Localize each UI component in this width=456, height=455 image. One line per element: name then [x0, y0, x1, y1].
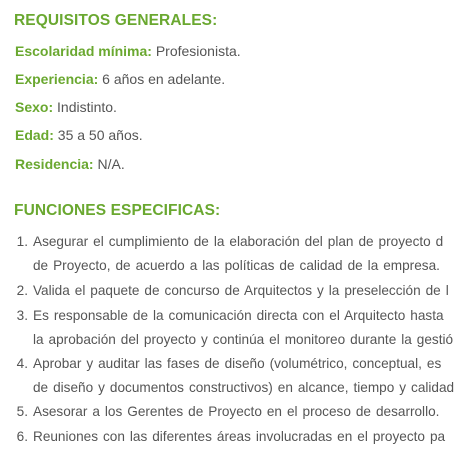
function-item — [8, 304, 456, 352]
function-number: 4. — [16, 356, 28, 371]
function-line: Reuniones con las diferentes áreas involucradas en el proyecto pa — [33, 429, 446, 444]
requirement-education — [15, 42, 241, 60]
function-line: Valida el paquete de concurso de Arquitectos y la preselección de l — [33, 283, 449, 298]
function-line: la aprobación del proyecto y continúa el monitoreo durante la gestió — [33, 332, 454, 347]
requirement-label: Residencia: — [15, 156, 94, 172]
requirement-value: N/A. — [93, 156, 125, 172]
requirement-age — [15, 126, 143, 144]
requirement-label: Escolaridad mínima: — [15, 43, 152, 59]
function-line: Asegurar el cumplimiento de la elaboración del plan de proyecto d — [33, 234, 444, 249]
requirement-residence — [15, 155, 125, 173]
requirement-label: Experiencia: — [15, 71, 99, 87]
function-number: 1. — [16, 234, 28, 249]
requirement-value: Indistinto. — [53, 99, 117, 115]
requirements-heading: REQUISITOS GENERALES: — [14, 12, 218, 29]
function-line: Es responsable de la comunicación directa con el Arquitecto hasta — [33, 308, 444, 323]
requirement-sex — [15, 98, 117, 116]
function-item — [8, 425, 456, 449]
requirement-label: Sexo: — [15, 99, 54, 115]
function-line: Asesorar a los Gerentes de Proyecto en el proceso de desarrollo. — [33, 404, 440, 419]
function-line: de diseño y documentos constructivos) en alcance, tiempo y calidad — [33, 380, 455, 395]
function-item — [8, 400, 456, 424]
requirement-label: Edad: — [15, 127, 54, 143]
function-item — [8, 352, 456, 400]
requirement-experience — [15, 70, 225, 88]
requirement-value: 6 años en adelante. — [98, 71, 226, 87]
requirement-value: Profesionista. — [151, 43, 241, 59]
function-item — [8, 279, 456, 303]
function-line: de Proyecto, de acuerdo a las políticas de calidad de la empresa. — [33, 258, 440, 273]
function-number: 2. — [16, 283, 28, 298]
function-number: 6. — [16, 429, 28, 444]
requirement-value: 35 a 50 años. — [53, 127, 143, 143]
function-item — [8, 230, 456, 278]
function-line: Aprobar y auditar las fases de diseño (volumétrico, conceptual, es — [33, 356, 442, 371]
function-number: 3. — [16, 308, 28, 323]
functions-heading: FUNCIONES ESPECIFICAS: — [14, 202, 221, 219]
function-number: 5. — [16, 404, 28, 419]
